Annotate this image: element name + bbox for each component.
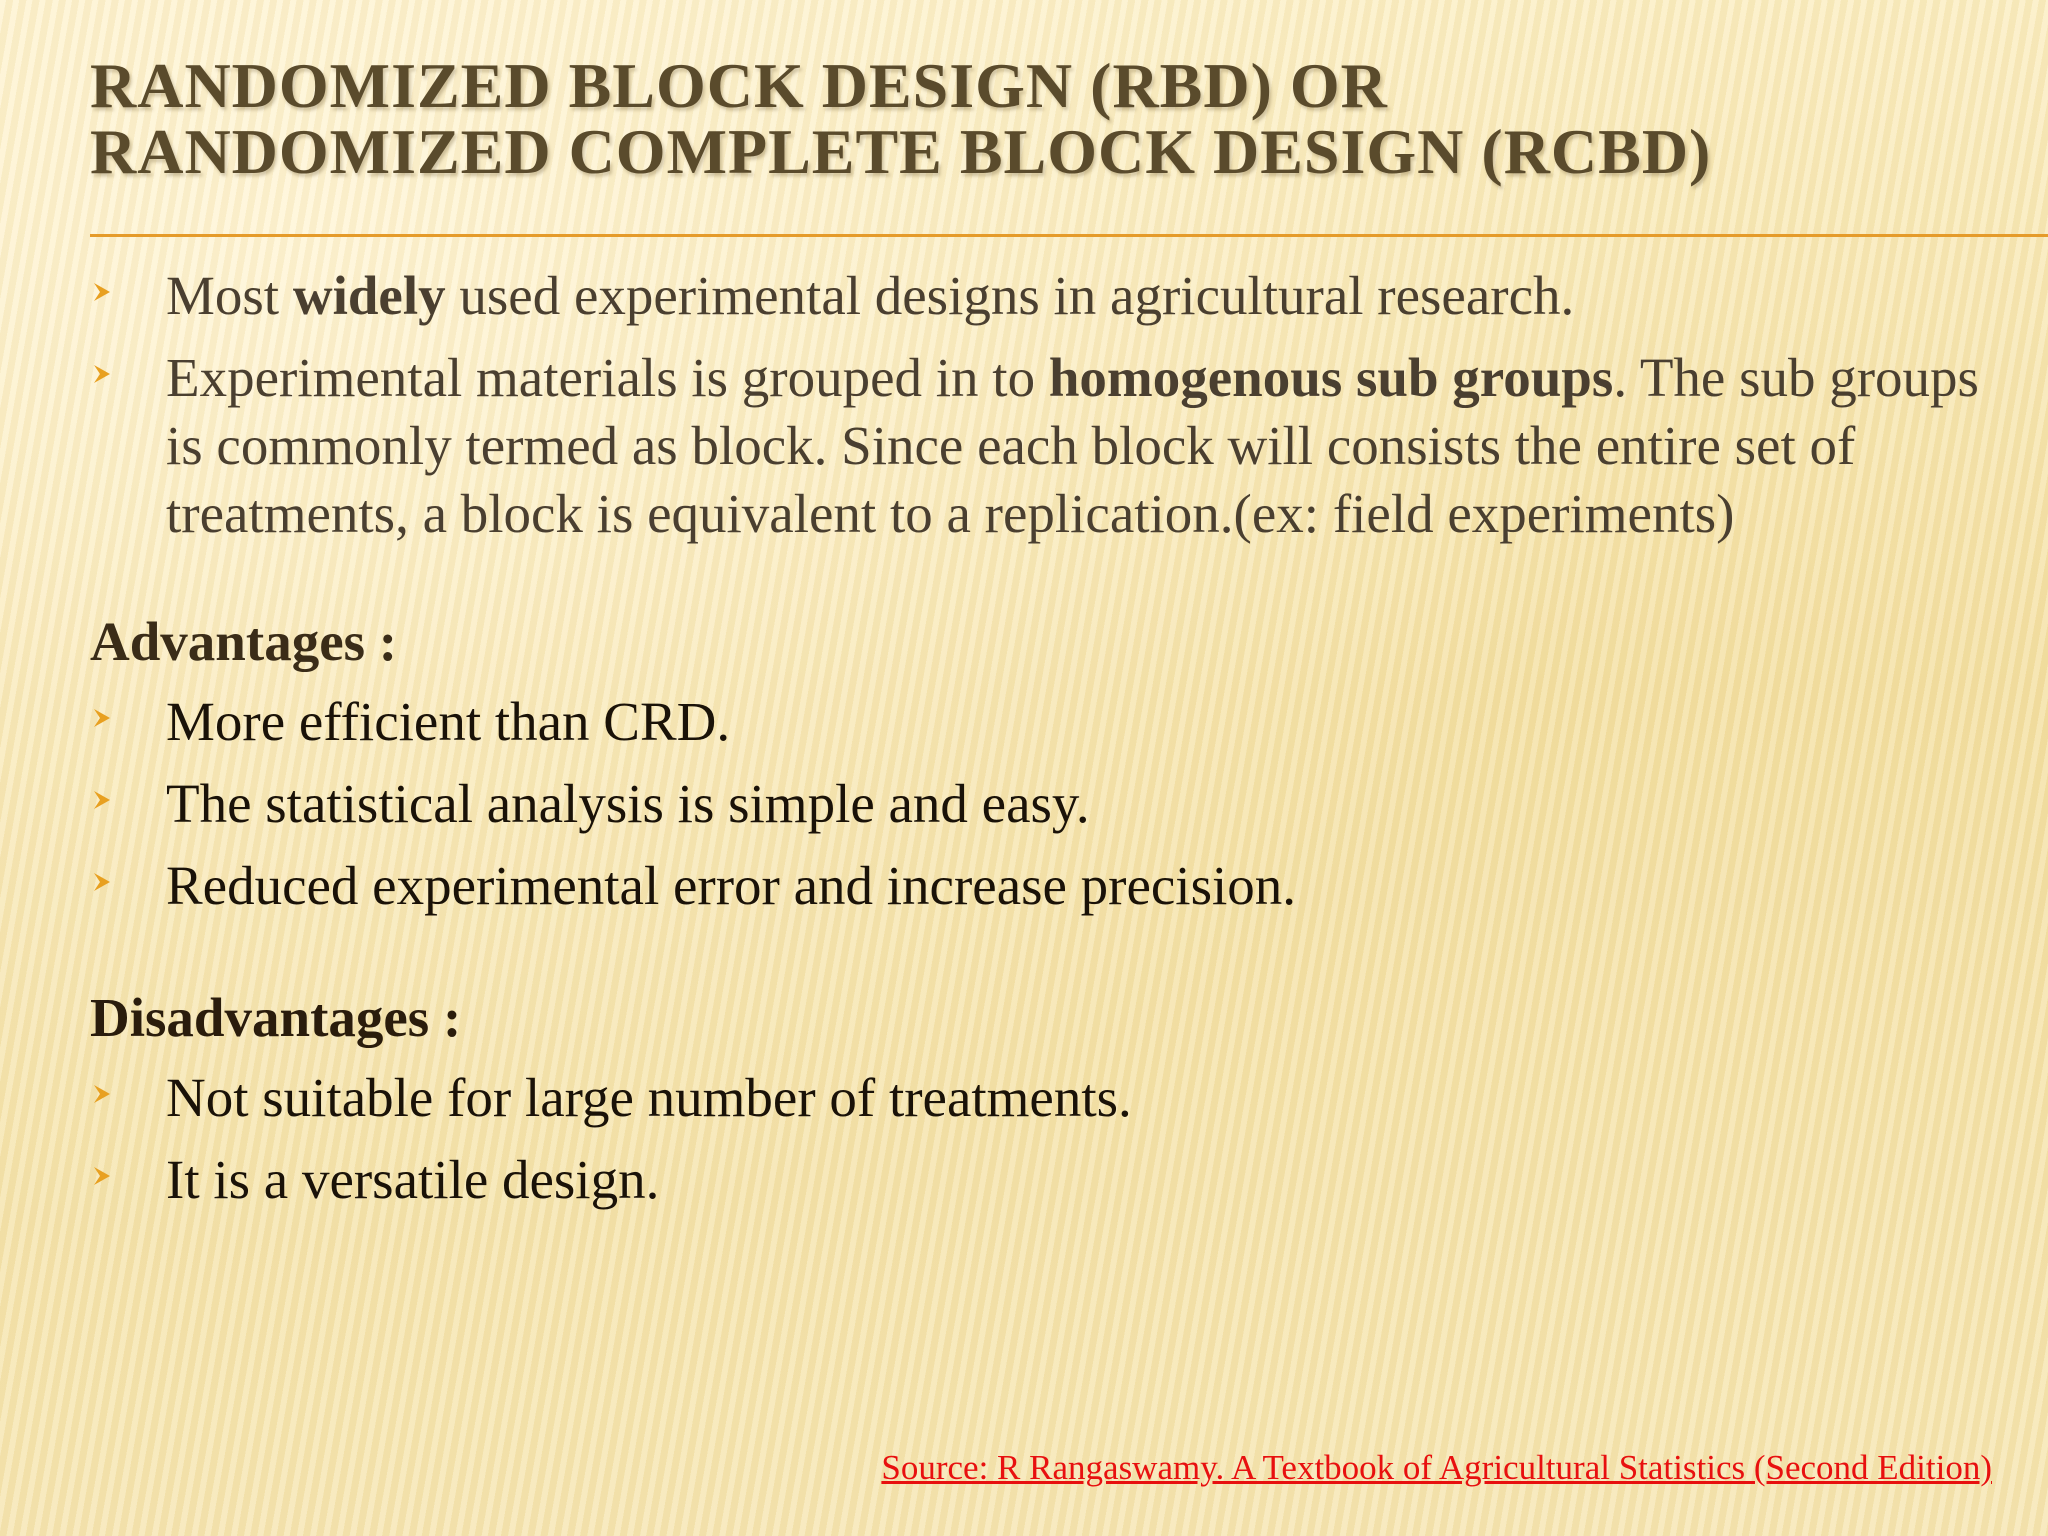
intro-bullet-text-start: Experimental materials is grouped in to xyxy=(166,347,1049,408)
chevron-right-icon xyxy=(90,788,114,812)
title-line-2: RANDOMIZED COMPLETE BLOCK DESIGN (RCBD) xyxy=(90,116,1712,187)
advantage-item-text: More efficient than CRD. xyxy=(166,691,731,752)
disadvantage-item xyxy=(90,1064,1990,1132)
chevron-right-icon xyxy=(90,706,114,730)
disadvantage-item xyxy=(90,1146,1990,1214)
disadvantages-list xyxy=(90,1064,1990,1214)
advantage-item xyxy=(90,770,1990,838)
disadvantage-item-text: It is a versatile design. xyxy=(166,1149,660,1210)
advantage-item-text: Reduced experimental error and increase precision. xyxy=(166,855,1297,916)
intro-bullet-text-end: used experimental designs in agricultural research. xyxy=(445,265,1575,326)
chevron-right-icon xyxy=(90,280,114,304)
intro-bullet-text-end: . The sub groups is commonly termed as block. Since each block will consists the entire set of treatments, a block is equivalent to a replication.(ex: field experiments) xyxy=(166,347,1979,544)
advantage-item-text: The statistical analysis is simple and easy. xyxy=(166,773,1090,834)
intro-bullet xyxy=(90,344,1990,548)
advantage-item xyxy=(90,852,1990,920)
disadvantage-item-text: Not suitable for large number of treatments. xyxy=(166,1067,1132,1128)
chevron-right-icon xyxy=(90,1082,114,1106)
slide-content xyxy=(90,262,1990,1228)
chevron-right-icon xyxy=(90,1164,114,1188)
slide-title xyxy=(90,50,1940,187)
intro-bullet xyxy=(90,262,1990,330)
intro-bullet-bold: widely xyxy=(292,265,446,326)
chevron-right-icon xyxy=(90,870,114,894)
chevron-right-icon xyxy=(90,362,114,386)
advantages-heading: Advantages : xyxy=(90,611,398,672)
intro-list xyxy=(90,262,1990,548)
intro-bullet-text-start: Most xyxy=(166,265,293,326)
advantage-item xyxy=(90,688,1990,756)
disadvantages-heading: Disadvantages : xyxy=(90,987,462,1048)
title-divider xyxy=(90,234,2048,237)
intro-bullet-bold: homogenous sub groups xyxy=(1048,347,1614,408)
advantages-list xyxy=(90,688,1990,920)
title-line-1: RANDOMIZED BLOCK DESIGN (RBD) OR xyxy=(90,50,1388,121)
source-link[interactable]: Source: R Rangaswamy. A Textbook of Agricultural Statistics (Second Edition) xyxy=(881,1448,1992,1487)
